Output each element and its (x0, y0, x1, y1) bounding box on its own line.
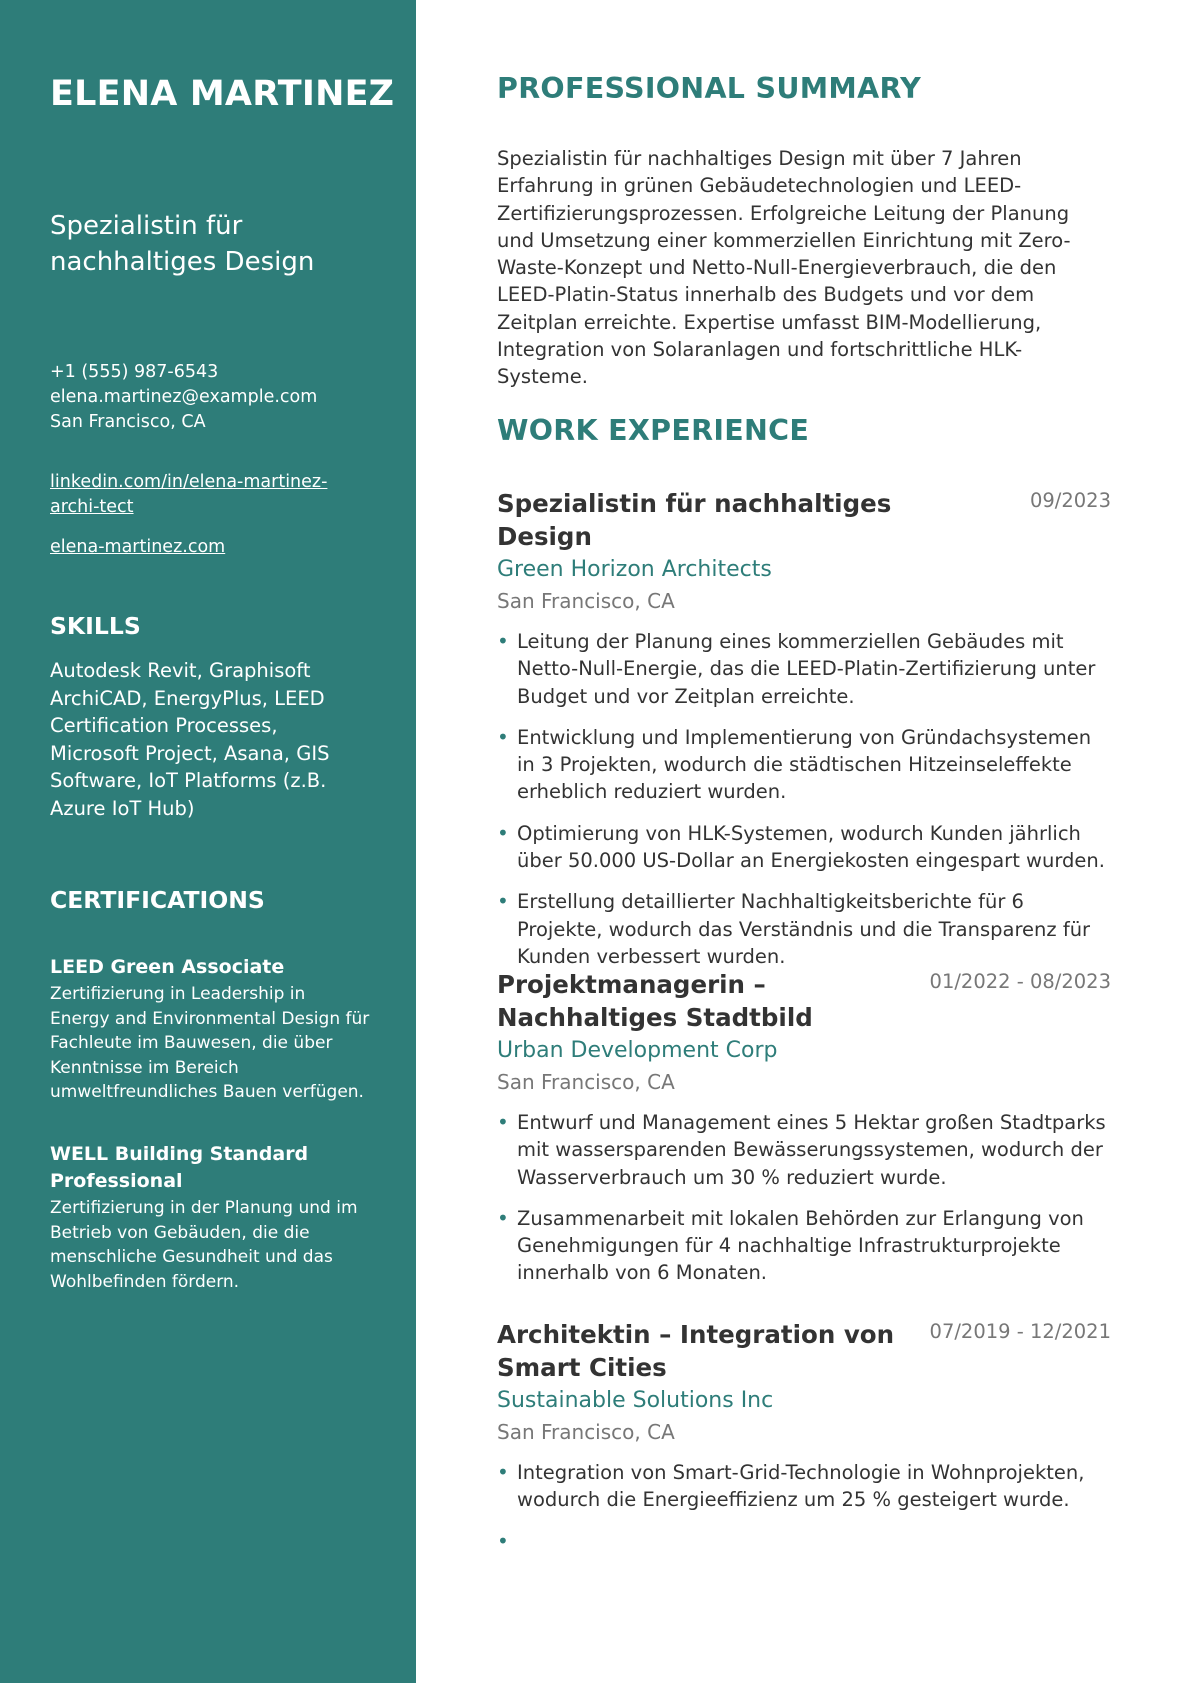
bullet-dot-icon: • (497, 1528, 509, 1553)
job-bullet (497, 888, 1111, 970)
job-title: Projektmanagerin – Nachhaltiges Stadtbild (497, 970, 813, 1032)
job-bullet (497, 724, 1111, 806)
job-bullet (497, 1528, 1111, 1555)
job-entry (497, 968, 1111, 1301)
job-bullet-text: Entwurf und Management eines 5 Hektar großen Stadtparks mit wassersparenden Bewässerungssystemen, wodurch der Wasserverbrauch um 30 % reduziert wurde. (517, 1111, 1106, 1189)
job-company: Green Horizon Architects (497, 557, 772, 582)
job-location: San Francisco, CA (497, 589, 675, 613)
job-date: 01/2022 - 08/2023 (929, 970, 1111, 993)
job-bullet-text: Optimierung von HLK-Systemen, wodurch Kunden jährlich über 50.000 US-Dollar an Energiekosten eingespart wurden. (517, 821, 1105, 873)
job-date: 07/2019 - 12/2021 (929, 1320, 1111, 1343)
job-location: San Francisco, CA (497, 1420, 675, 1444)
job-entry (497, 487, 1111, 984)
location: San Francisco, CA (50, 412, 206, 432)
job-bullets (497, 1459, 1111, 1555)
summary-text: Spezialistin für nachhaltiges Design mit über 7 Jahren Erfahrung in grünen Gebäudetechnologien und LEED-Zertifizierungsprozessen. Erfolgreiche Leitung der Planung und Umsetzung einer kommerziellen Einrichtung mit Zero-Waste-Konzept und Netto-Null-Energieverbrauch, die den LEED-Platin-Status innerhalb des Budgets und vor dem Zeitplan erreichte. Expertise umfasst BIM-Modellierung, Integration von Solaranlagen und fortschrittliche HLK-Systeme. (497, 147, 1071, 389)
bullet-dot-icon: • (497, 629, 509, 653)
certification-title: LEED Green Associate (50, 956, 285, 978)
skills-heading: SKILLS (50, 612, 141, 640)
certifications-heading: CERTIFICATIONS (50, 886, 265, 914)
links-block (50, 470, 370, 560)
job-bullets (497, 628, 1111, 970)
candidate-tagline: Spezialistin für nachhaltiges Design (50, 211, 315, 277)
skills-list: Autodesk Revit, Graphisoft ArchiCAD, EnergyPlus, LEED Certification Processes, Microsoft Project, Asana, GIS Software, IoT Platforms (z.B. Azure IoT Hub) (50, 659, 330, 820)
job-date: 09/2023 (1029, 489, 1111, 512)
job-bullet (497, 1205, 1111, 1287)
phone-number: +1 (555) 987-6543 (50, 362, 219, 382)
job-bullet-text: Erstellung detaillierter Nachhaltigkeitsberichte für 6 Projekte, wodurch das Verständnis und die Transparenz für Kunden verbessert wurden. (517, 890, 1091, 968)
website-link[interactable]: elena-martinez.com (50, 537, 226, 557)
bullet-dot-icon: • (497, 820, 509, 845)
job-title: Architektin – Integration von Smart Cities (497, 1320, 895, 1382)
job-bullet (497, 820, 1111, 875)
bullet-dot-icon: • (497, 1460, 509, 1484)
job-company: Sustainable Solutions Inc (497, 1388, 774, 1413)
job-header (497, 968, 1111, 1034)
sidebar (0, 0, 416, 1683)
job-bullet-text: Entwicklung und Implementierung von Gründachsystemen in 3 Projekten, wodurch die städtischen Hitzeinseleffekte erheblich reduziert wurden. (517, 725, 1092, 804)
bullet-dot-icon: • (497, 1205, 509, 1230)
bullet-dot-icon: • (497, 724, 509, 749)
candidate-name: ELENA MARTINEZ (50, 74, 395, 114)
job-bullet-text: Integration von Smart-Grid-Technologie in Wohnprojekten, wodurch die Energieeffizienz um 25 % gesteigert wurde. (517, 1461, 1085, 1512)
work-heading: WORK EXPERIENCE (497, 414, 810, 447)
email-address: elena.martinez@example.com (50, 387, 318, 407)
bullet-dot-icon: • (497, 1110, 509, 1134)
contact-block (50, 360, 317, 435)
job-bullet (497, 628, 1111, 710)
job-entry (497, 1318, 1111, 1569)
certification-title: WELL Building Standard Professional (50, 1143, 309, 1192)
certification-item (50, 954, 370, 1105)
job-bullet-text: Leitung der Planung eines kommerziellen Gebäudes mit Netto-Null-Energie, das die LEED-Platin-Zertifizierung unter Budget und vor Zeitplan erreichte. (517, 630, 1096, 708)
summary-heading: PROFESSIONAL SUMMARY (497, 72, 922, 105)
certification-description: Zertifizierung in der Planung und im Betrieb von Gebäuden, die die menschliche Gesundheit und das Wohlbefinden fördern. (50, 1198, 358, 1292)
job-bullets (497, 1109, 1111, 1287)
job-title: Spezialistin für nachhaltiges Design (497, 489, 892, 551)
job-header (497, 1318, 1111, 1384)
job-header (497, 487, 1111, 553)
job-location: San Francisco, CA (497, 1070, 675, 1094)
job-company: Urban Development Corp (497, 1038, 778, 1063)
job-bullet (497, 1459, 1111, 1514)
job-bullet (497, 1109, 1111, 1191)
bullet-dot-icon: • (497, 889, 509, 914)
job-bullet-text: Zusammenarbeit mit lokalen Behörden zur Erlangung von Genehmigungen für 4 nachhaltige Infrastrukturprojekte innerhalb von 6 Monaten. (517, 1206, 1084, 1285)
certification-description: Zertifizierung in Leadership in Energy and Environmental Design für Fachleute im Bauwesen, die über Kenntnisse im Bereich umweltfreundliches Bauen verfügen. (50, 984, 370, 1102)
certification-item (50, 1141, 370, 1294)
linkedin-link[interactable]: linkedin.com/in/elena-martinez-archi-tect (50, 472, 328, 517)
